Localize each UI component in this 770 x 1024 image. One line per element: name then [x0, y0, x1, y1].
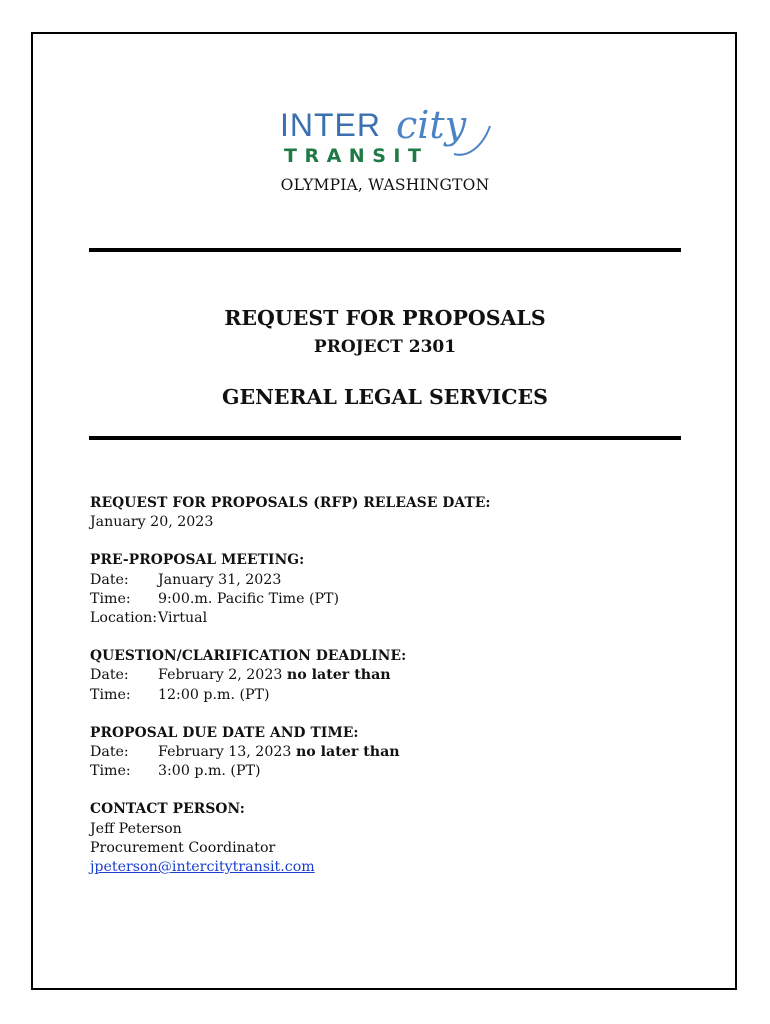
meeting-date-label: Date:	[90, 571, 129, 588]
meeting-time-label: Time:	[90, 590, 131, 607]
due-time-row	[90, 762, 650, 781]
due-date-value: February 13, 2023	[158, 744, 292, 761]
release-section	[90, 494, 650, 532]
logo-wordmark-transit: TRANSIT	[284, 145, 429, 166]
meeting-time-value: 9:00.m. Pacific Time (PT)	[158, 590, 340, 607]
due-date-label: Date:	[90, 744, 129, 761]
due-date-row	[90, 743, 650, 762]
location-label: OLYMPIA, WASHINGTON	[280, 176, 490, 194]
questions-date-wrap	[158, 666, 650, 685]
meeting-heading: PRE-PROPOSAL MEETING:	[90, 552, 305, 569]
contact-email-link[interactable]: jpeterson@intercitytransit.com	[90, 859, 315, 876]
due-heading: PROPOSAL DUE DATE AND TIME:	[90, 724, 359, 741]
rfp-details	[90, 494, 650, 896]
logo-wordmark-inter: INTER	[280, 107, 381, 143]
logo-wordmark-city: city	[396, 103, 467, 147]
document-title: REQUEST FOR PROPOSALS	[224, 306, 546, 330]
due-date-emphasis: no later than	[295, 744, 400, 761]
contact-role: Procurement Coordinator	[90, 839, 276, 856]
questions-time-value: 12:00 p.m. (PT)	[158, 686, 270, 703]
release-date: January 20, 2023	[90, 514, 214, 531]
questions-time-label: Time:	[90, 686, 131, 703]
questions-section	[90, 647, 650, 705]
meeting-date-row	[90, 571, 650, 590]
contact-name: Jeff Peterson	[90, 820, 182, 837]
intercity-transit-logo	[278, 96, 494, 166]
due-time-value: 3:00 p.m. (PT)	[158, 763, 261, 780]
due-date-wrap	[158, 743, 650, 762]
meeting-section	[90, 551, 650, 628]
questions-date-row	[90, 666, 650, 685]
meeting-location-value: Virtual	[158, 610, 208, 627]
bottom-divider	[89, 436, 681, 440]
contact-section	[90, 800, 650, 877]
questions-date-emphasis: no later than	[286, 667, 391, 684]
project-name: GENERAL LEGAL SERVICES	[222, 385, 548, 409]
top-divider	[89, 248, 681, 252]
due-section	[90, 724, 650, 782]
questions-date-value: February 2, 2023	[158, 667, 283, 684]
contact-heading: CONTACT PERSON:	[90, 801, 245, 818]
meeting-date-value: January 31, 2023	[158, 571, 282, 588]
questions-date-label: Date:	[90, 667, 129, 684]
questions-time-row	[90, 686, 650, 705]
questions-heading: QUESTION/CLARIFICATION DEADLINE:	[90, 648, 407, 665]
project-number: PROJECT 2301	[313, 337, 457, 357]
due-time-label: Time:	[90, 763, 131, 780]
meeting-location-row	[90, 609, 650, 628]
meeting-time-row	[90, 590, 650, 609]
meeting-location-label: Location:	[90, 610, 158, 627]
release-heading: REQUEST FOR PROPOSALS (RFP) RELEASE DATE:	[90, 495, 491, 511]
